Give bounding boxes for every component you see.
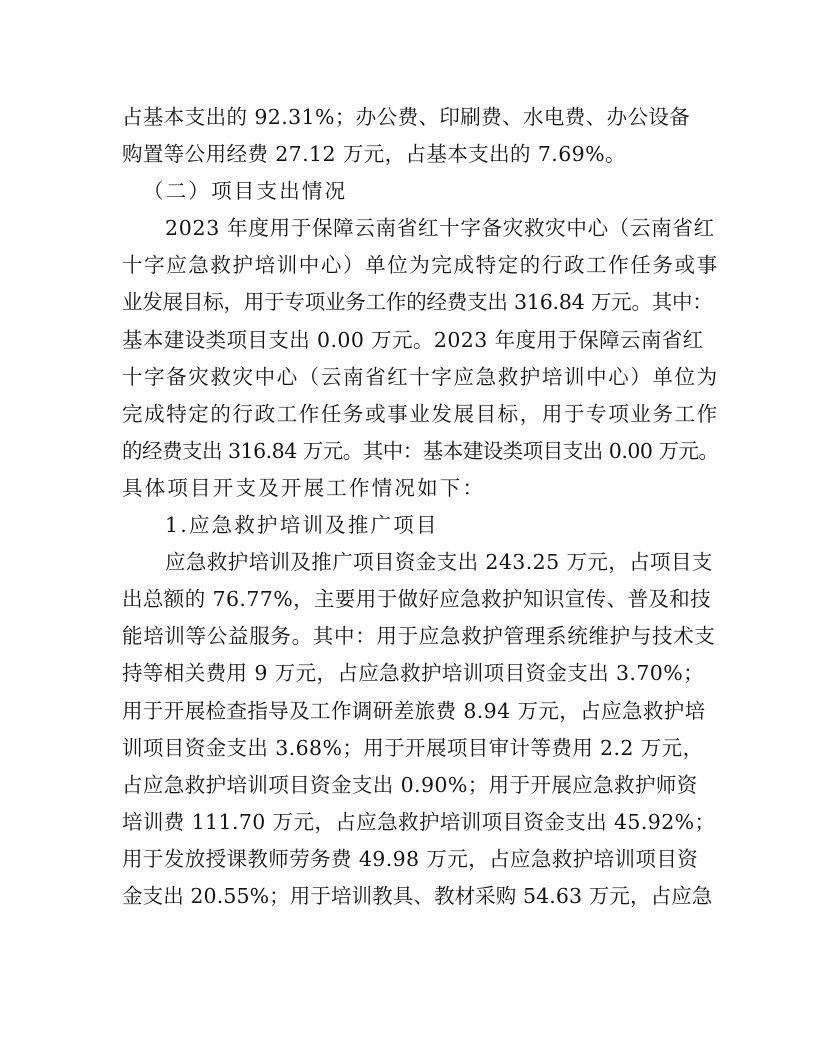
text-line: 应急救护培训及推广项目资金支出 243.25 万元，占项目支 (165, 550, 713, 575)
text-line: 金支出 20.55%；用于培训教具、教材采购 54.63 万元，占应急 (122, 883, 713, 908)
text-line: 出总额的 76.77%，主要用于做好应急救护知识宣传、普及和技 (122, 587, 712, 612)
text-line: 用于开展检查指导及工作调研差旅费 8.94 万元，占应急救护培 (122, 698, 706, 723)
text-line: 具体项目开支及开展工作情况如下： (122, 475, 486, 500)
text-line: 用于发放授课教师劳务费 49.98 万元，占应急救护培训项目资 (122, 846, 699, 871)
subsection-heading: 1.应急救护培训及推广项目 (165, 513, 439, 538)
text-line: 能培训等公益服务。其中：用于应急救护管理系统维护与技术支 (122, 624, 716, 649)
text-line: 占基本支出的 92.31%；办公费、印刷费、水电费、办公设备 (122, 105, 691, 129)
text-line: 基本建设类项目支出 0.00 万元。2023 年度用于保障云南省红 (122, 327, 704, 352)
text-line: 持等相关费用 9 万元，占应急救护培训项目资金支出 3.70%； (122, 661, 705, 686)
text-line: 十字备灾救灾中心（云南省红十字应急救护培训中心）单位为 (122, 364, 719, 389)
text-line: 占应急救护培训项目资金支出 0.90%；用于开展应急救护师资 (122, 772, 698, 797)
text-line: 2023 年度用于保障云南省红十字备灾救灾中心（云南省红 (165, 216, 715, 241)
text-line: 购置等公用经费 27.12 万元，占基本支出的 7.69%。 (122, 142, 626, 167)
body-text (122, 99, 722, 915)
section-heading: （二）项目支出情况 (143, 179, 348, 204)
text-line: 完成特定的行政工作任务或事业发展目标，用于专项业务工作 (122, 401, 719, 426)
text-line: 业发展目标，用于专项业务工作的经费支出 316.84 万元。其中： (122, 290, 713, 315)
text-line: 的经费支出 316.84 万元。其中：基本建设类项目支出 0.00 万元。 (122, 438, 719, 463)
text-line: 十字应急救护培训中心）单位为完成特定的行政工作任务或事 (122, 253, 719, 278)
text-line: 训项目资金支出 3.68%；用于开展项目审计等费用 2.2 万元， (122, 735, 704, 760)
text-line: 培训费 111.70 万元，占应急救护培训项目资金支出 45.92%； (122, 809, 716, 834)
